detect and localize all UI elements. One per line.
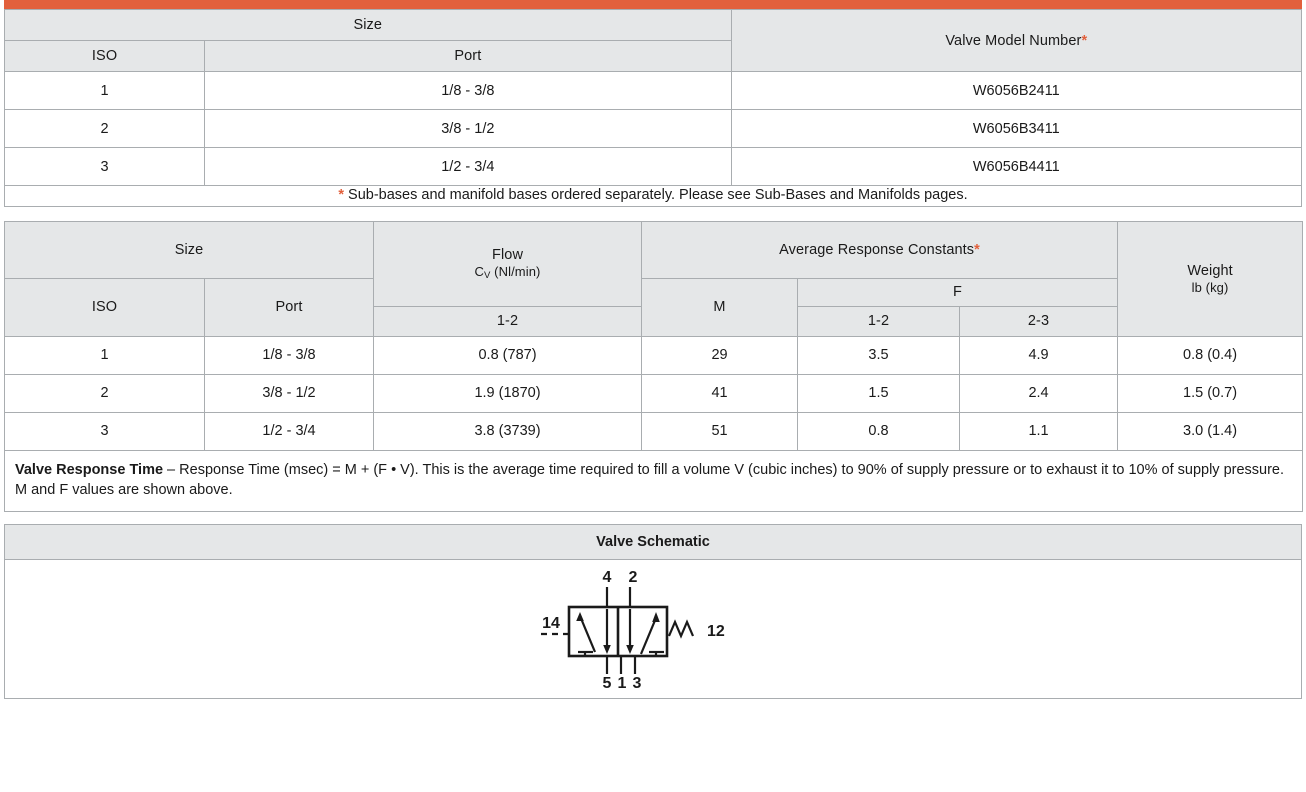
- cell-model: W6056B4411: [731, 148, 1301, 186]
- pilot-label-14: 14: [542, 614, 560, 632]
- valve-schematic-panel: [4, 524, 1302, 699]
- cell-m: 29: [642, 336, 798, 374]
- header-iso: ISO: [5, 278, 205, 336]
- cell-f12: 1.5: [798, 374, 960, 412]
- header-weight: [1118, 221, 1303, 336]
- response-time-note-title: Valve Response Time: [15, 461, 164, 478]
- header-arc-label: Average Response Constants: [779, 241, 975, 258]
- cell-weight: 0.8 (0.4): [1118, 336, 1303, 374]
- flow-units-prefix: C: [474, 263, 485, 279]
- cell-weight: 1.5 (0.7): [1118, 374, 1303, 412]
- table-row: [5, 110, 1302, 148]
- valve-model-table: [4, 9, 1302, 207]
- header-valve-model-number: [731, 10, 1301, 72]
- header-port: Port: [205, 41, 731, 72]
- header-average-response-constants: [642, 221, 1118, 278]
- performance-header-row-2: [5, 278, 1303, 306]
- port-label-5: 5: [602, 674, 612, 692]
- header-size: Size: [5, 221, 374, 278]
- right-vertical-arrowhead: [626, 645, 634, 654]
- valve-symbol-diagram: [523, 564, 783, 694]
- model-table-header-row-1: [5, 10, 1302, 41]
- cell-f12: 3.5: [798, 336, 960, 374]
- right-diagonal-arrowhead: [652, 612, 660, 622]
- right-diagonal-flow-line: [641, 618, 656, 654]
- cell-m: 51: [642, 412, 798, 450]
- cell-model: W6056B3411: [731, 110, 1301, 148]
- cell-port: 1/2 - 3/4: [205, 148, 731, 186]
- footnote-text: Sub-bases and manifold bases ordered separately. Please see Sub-Bases and Manifolds pages.: [348, 187, 968, 203]
- model-table-footnote: [5, 186, 1302, 207]
- performance-header-row-1: [5, 221, 1303, 278]
- cell-m: 41: [642, 374, 798, 412]
- cell-f23: 2.4: [960, 374, 1118, 412]
- header-arc-marker: *: [974, 241, 980, 258]
- header-response-f: F: [798, 278, 1118, 306]
- header-valve-model-number-marker: *: [1081, 32, 1088, 49]
- response-time-note-row: [5, 450, 1303, 511]
- table-spacer: [0, 207, 1306, 221]
- left-diagonal-arrowhead: [576, 612, 584, 621]
- header-weight-units: lb (kg): [1191, 279, 1229, 295]
- port-label-3: 3: [632, 674, 642, 692]
- schematic-spacer: [0, 512, 1306, 524]
- cell-f12: 0.8: [798, 412, 960, 450]
- port-label-2: 2: [628, 568, 638, 586]
- model-table-footnote-row: [5, 186, 1302, 207]
- header-valve-model-number-label: Valve Model Number: [945, 32, 1082, 49]
- schematic-title: Valve Schematic: [5, 525, 1301, 560]
- header-flow-units: [374, 264, 641, 281]
- header-f-2-3: 2-3: [960, 306, 1118, 336]
- cell-port: 3/8 - 1/2: [205, 110, 731, 148]
- cell-iso: 2: [5, 374, 205, 412]
- cell-iso: 1: [5, 72, 205, 110]
- cell-iso: 3: [5, 148, 205, 186]
- header-iso: ISO: [5, 41, 205, 72]
- response-time-note-body: – Response Time (msec) = M + (F • V). This is the average time required to fill a volume V (cubic inches) to 90% of supply pressure or to exhaust it to 10% of supply pressure. M and F values are shown above.: [15, 461, 1285, 499]
- table-row: [5, 374, 1303, 412]
- cell-flow: 3.8 (3739): [374, 412, 642, 450]
- header-flow-label: Flow: [492, 246, 524, 263]
- flow-units-suffix: (Nl/min): [490, 263, 541, 279]
- accent-bar: [4, 0, 1302, 9]
- table-row: [5, 72, 1302, 110]
- header-size: Size: [5, 10, 732, 41]
- header-flow-path: 1-2: [374, 306, 642, 336]
- response-time-note: [5, 450, 1303, 511]
- cell-port: 3/8 - 1/2: [205, 374, 374, 412]
- cell-port: 1/8 - 3/8: [205, 336, 374, 374]
- cell-iso: 2: [5, 110, 205, 148]
- cell-f23: 4.9: [960, 336, 1118, 374]
- cell-flow: 0.8 (787): [374, 336, 642, 374]
- cell-port: 1/8 - 3/8: [205, 72, 731, 110]
- port-label-1: 1: [617, 674, 627, 692]
- cell-model: W6056B2411: [731, 72, 1301, 110]
- cell-port: 1/2 - 3/4: [205, 412, 374, 450]
- cell-weight: 3.0 (1.4): [1118, 412, 1303, 450]
- schematic-body: [5, 560, 1301, 698]
- footnote-marker: *: [338, 187, 345, 203]
- header-flow: [374, 221, 642, 306]
- table-row: [5, 412, 1303, 450]
- performance-table: [4, 221, 1303, 512]
- cell-flow: 1.9 (1870): [374, 374, 642, 412]
- header-port: Port: [205, 278, 374, 336]
- header-response-m: M: [642, 278, 798, 336]
- pilot-label-12: 12: [707, 622, 725, 640]
- cell-iso: 3: [5, 412, 205, 450]
- left-diagonal-flow-line: [580, 616, 595, 652]
- port-label-4: 4: [602, 568, 612, 586]
- table-row: [5, 148, 1302, 186]
- left-vertical-arrowhead: [603, 645, 611, 654]
- header-f-1-2: 1-2: [798, 306, 960, 336]
- flow-units-subscript: V: [484, 269, 491, 281]
- spring-symbol-12: [669, 622, 693, 636]
- table-row: [5, 336, 1303, 374]
- cell-iso: 1: [5, 336, 205, 374]
- header-weight-label: Weight: [1187, 262, 1233, 279]
- cell-f23: 1.1: [960, 412, 1118, 450]
